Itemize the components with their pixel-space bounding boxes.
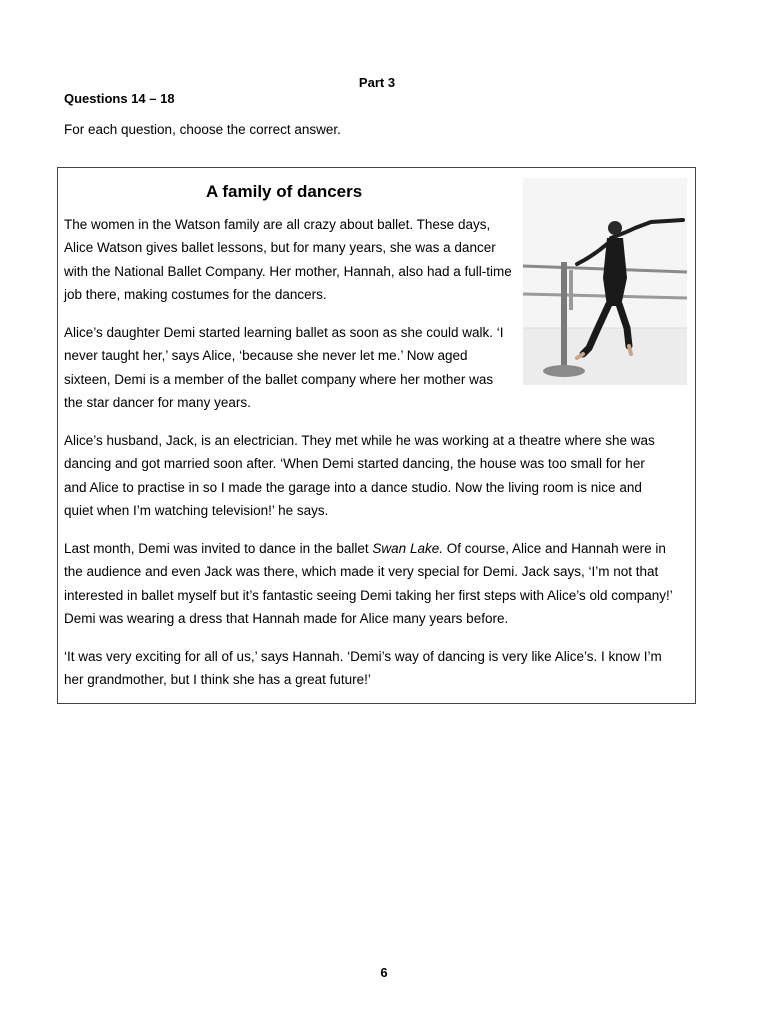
- article-paragraph: ‘It was very exciting for all of us,’ says Hannah. ‘Demi’s way of dancing is very like Alice’s. I know I’m her grandmother, but I think she has a great future!’: [64, 649, 662, 688]
- paragraph-text: Last month, Demi was invited to dance in the ballet: [64, 541, 373, 556]
- article-paragraph: Alice’s daughter Demi started learning ballet as soon as she could walk. ‘I never taught her,’ says Alice, ‘because she never let me.’ Now aged sixteen, Demi is a member of the ballet company where her mother was the star dancer for many years.: [64, 325, 504, 410]
- article-title: A family of dancers: [206, 182, 363, 201]
- article-paragraph: Alice’s husband, Jack, is an electrician. They met while he was working at a theatre where she was dancing and got married soon after. ‘When Demi started dancing, the house was too small for her and Alice to practise in so I made the garage into a dance studio. Now the living room is nice and quiet when I’m watching television!’ he says.: [64, 433, 655, 518]
- paragraph-text: Of course, Alice and Hannah were in the audience and even Jack was there, which made it very special for Demi. Jack says, ‘I’m not that interested in ballet myself but it’s fantastic seeing Demi taking her first steps with Alice’s old company!’ Demi was wearing a dress that Hannah made for Alice many years before.: [64, 541, 673, 626]
- article-box: [57, 167, 696, 704]
- article-paragraph: [64, 537, 674, 630]
- instructions: For each question, choose the correct answer.: [64, 122, 341, 137]
- page-number: 6: [380, 965, 388, 980]
- part-title: Part 3: [358, 75, 396, 90]
- article-paragraph: The women in the Watson family are all crazy about ballet. These days, Alice Watson gives ballet lessons, but for many years, she was a dancer with the National Ballet Company. Her mother, Hannah, also had a full-time job there, making costumes for the dancers.: [64, 217, 512, 302]
- ballet-dancer-at-barre-photo: [523, 178, 687, 385]
- questions-range: Questions 14 – 18: [64, 91, 175, 106]
- ballet-title: Swan Lake.: [372, 541, 443, 556]
